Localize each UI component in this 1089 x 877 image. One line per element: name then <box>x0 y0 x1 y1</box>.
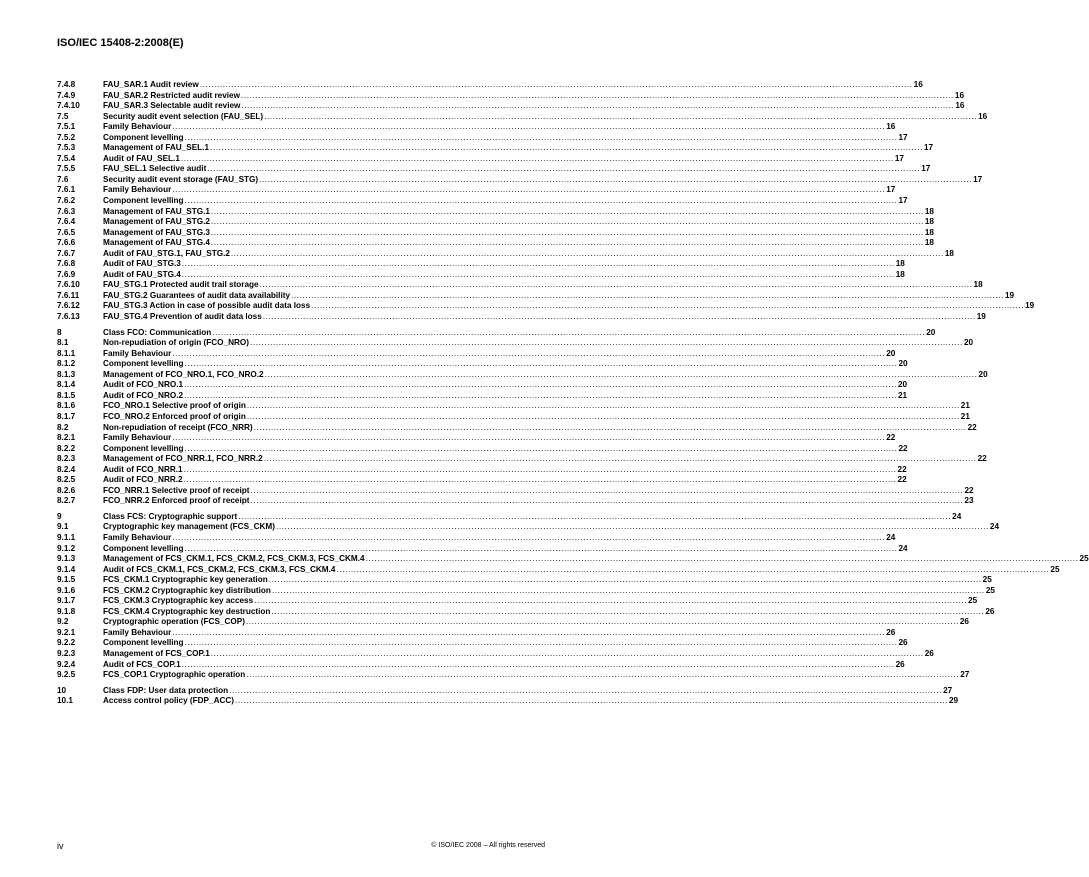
toc-entry-title: Family Behaviour <box>103 122 172 132</box>
toc-entry-number: 7.6.5 <box>57 227 76 237</box>
toc-dot-leader <box>185 359 898 370</box>
toc-entry[interactable] <box>57 606 995 618</box>
toc-dot-leader <box>211 228 924 239</box>
toc-entry-title: Class FCO: Communication <box>103 327 212 337</box>
toc-entry-title: Audit of FCS_CKM.1, FCS_CKM.2, FCS_CKM.3, FCS_CKM.4 <box>103 564 336 574</box>
toc-entry-page: 20 <box>926 327 936 337</box>
toc-entry-title: FCO_NRR.2 Enforced proof of receipt <box>103 496 250 506</box>
toc-entry-page: 25 <box>968 596 978 606</box>
toc-dot-leader <box>246 670 959 681</box>
toc-entry-number: 7.4.8 <box>57 80 76 89</box>
toc-dot-leader <box>185 133 898 144</box>
toc-dot-leader <box>172 349 885 360</box>
toc-dot-leader <box>185 196 898 207</box>
toc-entry-page: 26 <box>898 638 908 648</box>
toc-entry-page: 17 <box>886 185 896 195</box>
toc-dot-leader <box>184 391 897 402</box>
toc-entry-number: 7.4.10 <box>57 101 80 111</box>
toc-entry-title: Audit of FAU_STG.4 <box>103 269 181 279</box>
toc-entry-title: FCS_CKM.2 Cryptographic key distribution <box>103 585 271 595</box>
toc-entry-title: Audit of FCO_NRO.2 <box>103 390 184 400</box>
toc-dot-leader <box>311 301 1024 312</box>
toc-entry-page: 19 <box>976 312 986 322</box>
toc-entry-page: 25 <box>982 575 992 585</box>
toc-entry-title: FCS_CKM.4 Cryptographic key destruction <box>103 606 271 616</box>
toc-entry-title: Class FCS: Cryptographic support <box>103 511 238 521</box>
toc-entry-number: 7.6.4 <box>57 217 76 227</box>
toc-entry-number: 9.2.1 <box>57 627 76 637</box>
toc-entry-number: 8.1.3 <box>57 369 76 379</box>
toc-entry-number: 7.4.9 <box>57 90 76 100</box>
toc-dot-leader <box>336 565 1049 576</box>
toc-entry-title: Management of FCS_CKM.1, FCS_CKM.2, FCS_CKM.3, FCS_CKM.4 <box>103 554 365 564</box>
toc-dot-leader <box>181 154 894 165</box>
toc-dot-leader <box>250 338 963 349</box>
toc-entry[interactable] <box>57 143 934 154</box>
toc-dot-leader <box>211 238 924 249</box>
toc-entry-page: 21 <box>960 401 970 411</box>
toc-entry[interactable] <box>57 312 986 323</box>
toc-entry-number: 9.1.5 <box>57 575 76 585</box>
toc-dot-leader <box>264 112 977 123</box>
toc-entry-page: 17 <box>923 143 934 153</box>
toc-entry[interactable] <box>57 475 907 486</box>
toc-dot-leader <box>271 607 984 618</box>
toc-entry[interactable] <box>57 454 987 465</box>
toc-dot-leader <box>172 185 885 196</box>
toc-entry-title: Access control policy (FDP_ACC) <box>103 696 235 706</box>
toc-entry-number: 7.5.5 <box>57 164 76 174</box>
toc-entry[interactable] <box>57 185 896 196</box>
toc-entry-page: 22 <box>964 485 974 495</box>
toc-entry-title: Family Behaviour <box>103 627 172 637</box>
toc-entry-number: 7.6.9 <box>57 269 76 279</box>
toc-dot-leader <box>172 433 885 444</box>
toc-entry-page: 24 <box>952 511 962 521</box>
toc-entry-number: 9.1.4 <box>57 564 76 574</box>
toc-entry[interactable] <box>57 80 923 91</box>
toc-entry-title: Cryptographic key management (FCS_CKM) <box>103 522 275 532</box>
toc-entry[interactable] <box>57 327 936 339</box>
toc-entry-number: 8.2.5 <box>57 475 76 485</box>
toc-dot-leader <box>259 175 972 186</box>
toc-entry[interactable] <box>57 585 995 597</box>
toc-entry-page: 16 <box>913 80 923 89</box>
toc-entry[interactable] <box>57 359 908 370</box>
toc-entry-page: 24 <box>898 543 908 553</box>
toc-entry-number: 7.6 <box>57 174 69 184</box>
toc-entry-title: Family Behaviour <box>103 532 172 542</box>
toc-entry-title: Audit of FCO_NRR.1 <box>103 464 183 474</box>
toc-dot-leader <box>254 596 967 607</box>
toc-entry-number: 7.6.8 <box>57 259 76 269</box>
toc-entry-title: FCO_NRO.1 Selective proof of origin <box>103 401 246 411</box>
toc-entry-title: FAU_STG.1 Protected audit trail storage <box>103 280 259 290</box>
toc-dot-leader <box>184 475 897 486</box>
toc-entry-number: 9.1.1 <box>57 532 76 542</box>
toc-entry-page: 22 <box>897 464 907 474</box>
toc-dot-leader <box>269 575 982 586</box>
toc-entry-page: 18 <box>924 238 934 248</box>
toc-entry-number: 8.1.6 <box>57 401 76 411</box>
toc-dot-leader <box>254 423 967 434</box>
toc-entry[interactable] <box>57 543 908 555</box>
toc-entry-page: 17 <box>894 153 904 163</box>
toc-entry-title: Management of FAU_STG.2 <box>103 217 210 227</box>
toc-entry-number: 7.6.11 <box>57 290 80 300</box>
toc-entry-title: FAU_SAR.1 Audit review <box>103 80 199 89</box>
toc-entry-title: Management of FAU_STG.3 <box>103 227 210 237</box>
toc-entry-number: 9.2 <box>57 617 69 627</box>
toc-dot-leader <box>210 143 923 154</box>
toc-entry-title: Class FDP: User data protection <box>103 685 229 695</box>
toc-entry-title: Component levelling <box>103 359 184 369</box>
toc-entry-title: Audit of FCO_NRO.1 <box>103 380 184 390</box>
toc-entry-number: 7.6.6 <box>57 238 76 248</box>
toc-entry[interactable] <box>57 617 969 628</box>
toc-entry-page: 22 <box>886 433 896 443</box>
toc-entry[interactable] <box>57 238 934 249</box>
toc-entry[interactable] <box>57 101 965 112</box>
toc-entry-page: 21 <box>960 411 970 421</box>
toc-entry[interactable] <box>57 575 992 586</box>
toc-entry-page: 24 <box>989 522 1000 532</box>
toc-dot-leader <box>265 370 978 381</box>
toc-entry-page: 23 <box>964 496 974 506</box>
toc-entry-page: 29 <box>948 696 959 706</box>
toc-dot-leader <box>241 91 954 102</box>
toc-dot-leader <box>182 259 895 270</box>
toc-dot-leader <box>185 544 898 555</box>
toc-dot-leader <box>211 649 924 660</box>
toc-entry-title: Cryptographic operation (FCS_COP) <box>103 617 245 627</box>
toc-entry-page: 26 <box>924 648 934 658</box>
toc-dot-leader <box>251 486 964 497</box>
toc-entry-number: 7.6.12 <box>57 301 80 311</box>
toc-entry[interactable] <box>57 522 1000 533</box>
toc-entry-page: 26 <box>985 606 995 616</box>
toc-dot-leader <box>272 586 985 597</box>
toc-entry-page: 19 <box>1025 301 1035 311</box>
toc-entry-title: Non-repudiation of receipt (FCO_NRR) <box>103 422 253 432</box>
toc-entry-page: 22 <box>977 454 987 464</box>
toc-entry-title: Management of FAU_STG.4 <box>103 238 210 248</box>
toc-entry[interactable] <box>57 401 970 412</box>
toc-dot-leader <box>212 328 925 339</box>
toc-entry-title: FAU_SEL.1 Selective audit <box>103 164 207 174</box>
toc-entry-number: 7.5 <box>57 111 69 121</box>
toc-entry-number: 7.6.10 <box>57 280 80 290</box>
toc-entry-page: 20 <box>978 369 988 379</box>
toc-entry-number: 7.6.1 <box>57 185 76 195</box>
toc-dot-leader <box>250 496 963 507</box>
toc-entry-number: 7.6.3 <box>57 206 76 216</box>
toc-entry[interactable] <box>57 122 896 133</box>
toc-entry[interactable] <box>57 390 908 402</box>
toc-entry-title: Management of FCO_NRR.1, FCO_NRR.2 <box>103 454 263 464</box>
toc-entry-title: Security audit event storage (FAU_STG) <box>103 174 259 184</box>
toc-entry-title: Audit of FAU_STG.1, FAU_STG.2 <box>103 248 230 258</box>
toc-dot-leader <box>185 444 898 455</box>
toc-entry-page: 25 <box>1050 564 1060 574</box>
toc-entry[interactable] <box>57 301 1035 312</box>
toc-entry-title: Security audit event selection (FAU_SEL) <box>103 111 264 121</box>
toc-entry-page: 19 <box>1004 290 1015 300</box>
toc-dot-leader <box>172 533 885 544</box>
toc-entry[interactable] <box>57 696 959 707</box>
toc-entry-title: FCO_NRO.2 Enforced proof of origin <box>103 411 246 421</box>
toc-dot-leader <box>184 465 897 476</box>
toc-dot-leader <box>185 638 898 649</box>
toc-entry[interactable] <box>57 496 974 507</box>
toc-entry-number: 8.1.5 <box>57 390 76 400</box>
toc-entry-title: FAU_SAR.2 Restricted audit review <box>103 90 240 100</box>
toc-entry-number: 8.1.7 <box>57 411 76 421</box>
toc-entry-title: Management of FCS_COP.1 <box>103 648 210 658</box>
toc-entry-page: 17 <box>921 164 931 174</box>
toc-entry-title: Component levelling <box>103 443 184 453</box>
toc-dot-leader <box>247 401 960 412</box>
toc-entry-number: 8.2 <box>57 422 69 432</box>
toc-entry-title: Component levelling <box>103 638 184 648</box>
toc-entry-number: 9.2.4 <box>57 659 76 669</box>
toc-entry-page: 22 <box>897 475 907 485</box>
toc-entry[interactable] <box>57 627 896 639</box>
toc-entry[interactable] <box>57 532 896 544</box>
toc-entry[interactable] <box>57 269 905 281</box>
copyright-notice: © ISO/IEC 2008 – All rights reserved <box>431 842 545 849</box>
toc-entry-number: 8.1 <box>57 338 69 348</box>
toc-entry-number: 7.5.2 <box>57 132 76 142</box>
toc-entry-number: 9.2.5 <box>57 670 76 680</box>
toc-entry[interactable] <box>57 217 934 228</box>
toc-entry[interactable] <box>57 564 1060 576</box>
toc-entry[interactable] <box>57 348 896 360</box>
toc-entry-number: 9.1.7 <box>57 596 76 606</box>
toc-entry-page: 18 <box>944 248 954 258</box>
toc-entry-title: FCO_NRR.1 Selective proof of receipt <box>103 485 250 495</box>
toc-entry-page: 17 <box>898 132 908 142</box>
toc-entry-page: 18 <box>973 280 983 290</box>
toc-entry[interactable] <box>57 290 1015 302</box>
toc-entry-page: 25 <box>1079 554 1089 564</box>
toc-entry-page: 18 <box>924 217 934 227</box>
toc-entry-page: 20 <box>898 380 908 390</box>
toc-dot-leader <box>172 628 885 639</box>
toc-entry[interactable] <box>57 554 1089 565</box>
toc-entry-number: 7.6.2 <box>57 196 76 206</box>
toc-dot-leader <box>207 164 920 175</box>
toc-entry-page: 18 <box>895 259 905 269</box>
toc-entry-title: Component levelling <box>103 196 184 206</box>
toc-dot-leader <box>211 207 924 218</box>
toc-entry[interactable] <box>57 196 908 207</box>
toc-entry-title: FAU_SAR.3 Selectable audit review <box>103 101 241 111</box>
toc-entry-title: Audit of FAU_SEL.1 <box>103 153 180 163</box>
toc-entry[interactable] <box>57 369 988 381</box>
toc-entry-number: 8.1.4 <box>57 380 76 390</box>
toc-entry[interactable] <box>57 422 977 434</box>
toc-dot-leader <box>200 80 913 91</box>
toc-entry[interactable] <box>57 411 970 423</box>
toc-dot-leader <box>246 617 959 628</box>
toc-entry-number: 9 <box>57 511 62 521</box>
toc-entry[interactable] <box>57 443 908 455</box>
toc-entry-page: 18 <box>924 227 934 237</box>
toc-entry-page: 20 <box>963 338 974 348</box>
toc-entry-page: 27 <box>960 670 970 680</box>
toc-dot-leader <box>247 412 960 423</box>
toc-entry-number: 10 <box>57 685 67 695</box>
toc-entry-title: FCS_COP.1 Cryptographic operation <box>103 670 246 680</box>
toc-entry-number: 7.5.1 <box>57 122 76 132</box>
toc-entry-title: Management of FAU_STG.1 <box>103 206 210 216</box>
toc-entry-number: 8.2.6 <box>57 485 76 495</box>
toc-entry-page: 20 <box>898 359 908 369</box>
toc-dot-leader <box>184 380 897 391</box>
toc-entry-page: 18 <box>924 206 934 216</box>
toc-entry[interactable] <box>57 227 934 239</box>
toc-entry-number: 8 <box>57 327 62 337</box>
toc-entry[interactable] <box>57 659 905 671</box>
toc-dot-leader <box>229 686 942 697</box>
toc-entry-number: 7.6.13 <box>57 312 80 322</box>
toc-entry-title: Component levelling <box>103 132 184 142</box>
toc-entry-title: FAU_STG.4 Prevention of audit data loss <box>103 312 262 322</box>
toc-entry[interactable] <box>57 259 905 270</box>
toc-entry-title: Management of FAU_SEL.1 <box>103 143 210 153</box>
toc-entry-title: Management of FCO_NRO.1, FCO_NRO.2 <box>103 369 264 379</box>
toc-entry-page: 16 <box>955 101 965 111</box>
table-of-contents <box>57 80 1089 707</box>
toc-dot-leader <box>182 660 895 671</box>
toc-entry-page: 26 <box>895 659 905 669</box>
toc-entry-title: FAU_STG.3 Action in case of possible audit data loss <box>103 301 311 311</box>
toc-entry-number: 8.2.4 <box>57 464 76 474</box>
toc-entry-page: 24 <box>886 532 896 542</box>
toc-entry[interactable] <box>57 648 934 660</box>
toc-dot-leader <box>291 291 1004 302</box>
toc-entry[interactable] <box>57 596 978 607</box>
toc-dot-leader <box>235 696 948 707</box>
toc-entry-page: 21 <box>898 390 908 400</box>
toc-entry[interactable] <box>57 174 983 186</box>
toc-entry-page: 22 <box>967 422 977 432</box>
toc-dot-leader <box>263 312 976 323</box>
toc-entry[interactable] <box>57 90 965 102</box>
toc-entry[interactable] <box>57 132 908 144</box>
toc-entry[interactable] <box>57 433 896 444</box>
toc-dot-leader <box>182 270 895 281</box>
toc-entry[interactable] <box>57 638 908 649</box>
toc-dot-leader <box>238 512 951 523</box>
toc-entry-number: 9.1.3 <box>57 554 76 564</box>
toc-entry-page: 17 <box>898 196 908 206</box>
toc-entry-number: 7.6.7 <box>57 248 76 258</box>
toc-entry[interactable] <box>57 206 934 218</box>
toc-entry-page: 16 <box>954 90 965 100</box>
toc-dot-leader <box>172 122 885 133</box>
toc-entry[interactable] <box>57 670 970 681</box>
toc-entry-title: Family Behaviour <box>103 433 172 443</box>
toc-entry-number: 7.5.3 <box>57 143 76 153</box>
toc-entry[interactable] <box>57 338 974 349</box>
toc-entry-page: 26 <box>886 627 896 637</box>
toc-entry-title: Component levelling <box>103 543 184 553</box>
toc-entry-page: 18 <box>895 269 905 279</box>
toc-entry[interactable] <box>57 248 954 260</box>
toc-entry-number: 9.2.2 <box>57 638 76 648</box>
toc-entry[interactable] <box>57 380 908 391</box>
toc-entry-number: 9.1.2 <box>57 543 76 553</box>
toc-entry-number: 10.1 <box>57 696 73 706</box>
toc-entry-title: Family Behaviour <box>103 348 172 358</box>
toc-entry-page: 20 <box>886 348 896 358</box>
toc-dot-leader <box>366 554 1079 565</box>
toc-entry-page: 27 <box>943 685 953 695</box>
toc-entry-number: 7.5.4 <box>57 153 76 163</box>
toc-entry-number: 8.2.7 <box>57 496 76 506</box>
toc-entry-page: 16 <box>978 111 988 121</box>
toc-entry-title: Non-repudiation of origin (FCO_NRO) <box>103 338 249 348</box>
toc-entry-number: 9.1.8 <box>57 606 76 616</box>
toc-entry-page: 22 <box>898 443 908 453</box>
toc-entry-number: 9.1.6 <box>57 585 76 595</box>
toc-entry-number: 8.1.2 <box>57 359 76 369</box>
toc-entry-page: 17 <box>973 174 983 184</box>
toc-entry-title: FCS_CKM.3 Cryptographic key access <box>103 596 254 606</box>
toc-entry-title: Audit of FCS_COP.1 <box>103 659 181 669</box>
toc-entry-page: 26 <box>959 617 969 627</box>
toc-entry-number: 8.2.1 <box>57 433 76 443</box>
page-number: iv <box>57 841 64 851</box>
toc-entry-number: 8.1.1 <box>57 348 76 358</box>
toc-dot-leader <box>264 454 977 465</box>
toc-dot-leader <box>231 249 944 260</box>
toc-dot-leader <box>211 217 924 228</box>
toc-entry-title: FAU_STG.2 Guarantees of audit data availability <box>103 290 291 300</box>
toc-entry[interactable] <box>57 485 974 497</box>
toc-entry[interactable] <box>57 464 907 476</box>
toc-dot-leader <box>241 101 954 112</box>
toc-entry-title: FCS_CKM.1 Cryptographic key generation <box>103 575 268 585</box>
document-header: ISO/IEC 15408-2:2008(E) <box>57 37 184 49</box>
toc-entry-page: 16 <box>886 122 896 132</box>
toc-entry[interactable] <box>57 511 962 523</box>
toc-dot-leader <box>260 280 973 291</box>
toc-entry[interactable] <box>57 280 983 291</box>
toc-entry-page: 25 <box>985 585 995 595</box>
toc-entry-number: 8.2.3 <box>57 454 76 464</box>
toc-entry-title: Audit of FCO_NRR.2 <box>103 475 183 485</box>
toc-entry-number: 9.1 <box>57 522 69 532</box>
toc-entry-title: Audit of FAU_STG.3 <box>103 259 181 269</box>
toc-entry[interactable] <box>57 111 988 123</box>
toc-entry[interactable] <box>57 153 904 165</box>
toc-entry-title: Family Behaviour <box>103 185 172 195</box>
toc-entry-number: 8.2.2 <box>57 443 76 453</box>
toc-dot-leader <box>276 522 989 533</box>
toc-entry[interactable] <box>57 164 931 175</box>
toc-entry-number: 9.2.3 <box>57 648 76 658</box>
toc-entry[interactable] <box>57 685 953 697</box>
